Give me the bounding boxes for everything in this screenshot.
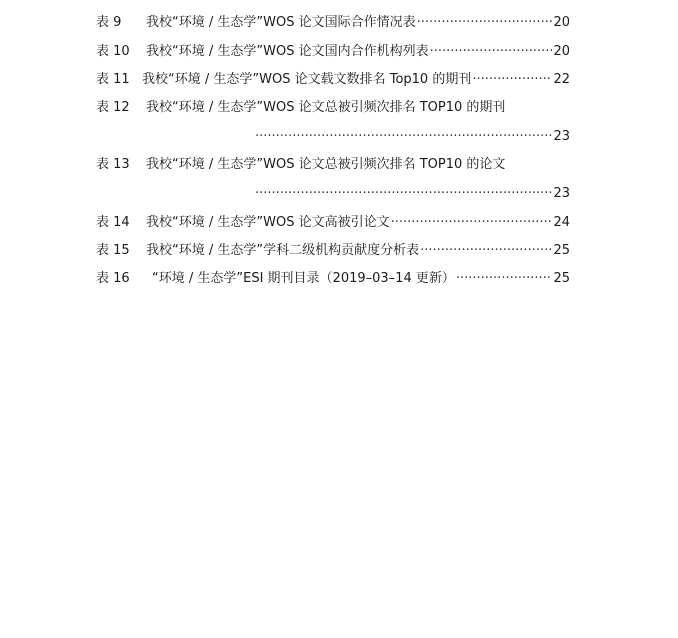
toc-entry-page: 20 xyxy=(553,15,570,30)
dot-leader xyxy=(417,13,553,33)
toc-entry-title: 我校“环境 / 生态学”WOS 论文载文数排名 Top10 的期刊 xyxy=(142,72,472,87)
toc-entry-number: 表 15 xyxy=(96,243,130,258)
dot-leader xyxy=(472,70,552,90)
toc-entry-page: 25 xyxy=(553,271,570,286)
toc-entry-page: 25 xyxy=(553,243,570,258)
toc-entry-number: 表 11 xyxy=(96,72,130,87)
toc-entry[interactable] xyxy=(96,155,570,204)
toc-entry-number: 表 9 xyxy=(96,15,122,30)
toc-entry-number: 表 13 xyxy=(96,157,130,172)
toc-entry-title: “环境 / 生态学”ESI 期刊目录（2019–03–14 更新） xyxy=(152,271,455,286)
dot-leader xyxy=(255,127,552,147)
dot-leader xyxy=(420,241,552,261)
dot-leader xyxy=(456,269,553,289)
toc-entry-number: 表 10 xyxy=(96,44,130,59)
toc-entry[interactable] xyxy=(96,13,570,33)
toc-entry-page: 20 xyxy=(553,44,570,59)
toc-entry[interactable] xyxy=(96,98,570,147)
toc-entry-page: 24 xyxy=(553,215,570,230)
toc-entry-title: 我校“环境 / 生态学”WOS 论文总被引频次排名 TOP10 的期刊 xyxy=(146,100,506,115)
toc-entry-title: 我校“环境 / 生态学”WOS 论文高被引论文 xyxy=(146,215,390,230)
toc-entry-number: 表 16 xyxy=(96,271,130,286)
toc-entry-page: 23 xyxy=(553,186,570,201)
dot-leader xyxy=(430,42,553,62)
toc-entry-page: 23 xyxy=(553,129,570,144)
toc-entry[interactable] xyxy=(96,42,570,62)
toc-entry-title: 我校“环境 / 生态学”WOS 论文国内合作机构列表 xyxy=(146,44,429,59)
toc-entry[interactable] xyxy=(96,70,570,90)
dot-leader xyxy=(391,213,553,233)
toc-entry-title: 我校“环境 / 生态学”WOS 论文总被引频次排名 TOP10 的论文 xyxy=(146,157,506,172)
toc-entry-number: 表 14 xyxy=(96,215,130,230)
toc-entry[interactable] xyxy=(96,241,570,261)
toc-entry-page: 22 xyxy=(553,72,570,87)
toc-entry-title: 我校“环境 / 生态学”学科二级机构贡献度分析表 xyxy=(146,243,420,258)
dot-leader xyxy=(255,184,552,204)
table-of-contents xyxy=(96,13,570,289)
toc-entry[interactable] xyxy=(96,213,570,233)
toc-entry-number: 表 12 xyxy=(96,100,130,115)
toc-entry-title: 我校“环境 / 生态学”WOS 论文国际合作情况表 xyxy=(146,15,416,30)
toc-entry[interactable] xyxy=(96,269,570,289)
